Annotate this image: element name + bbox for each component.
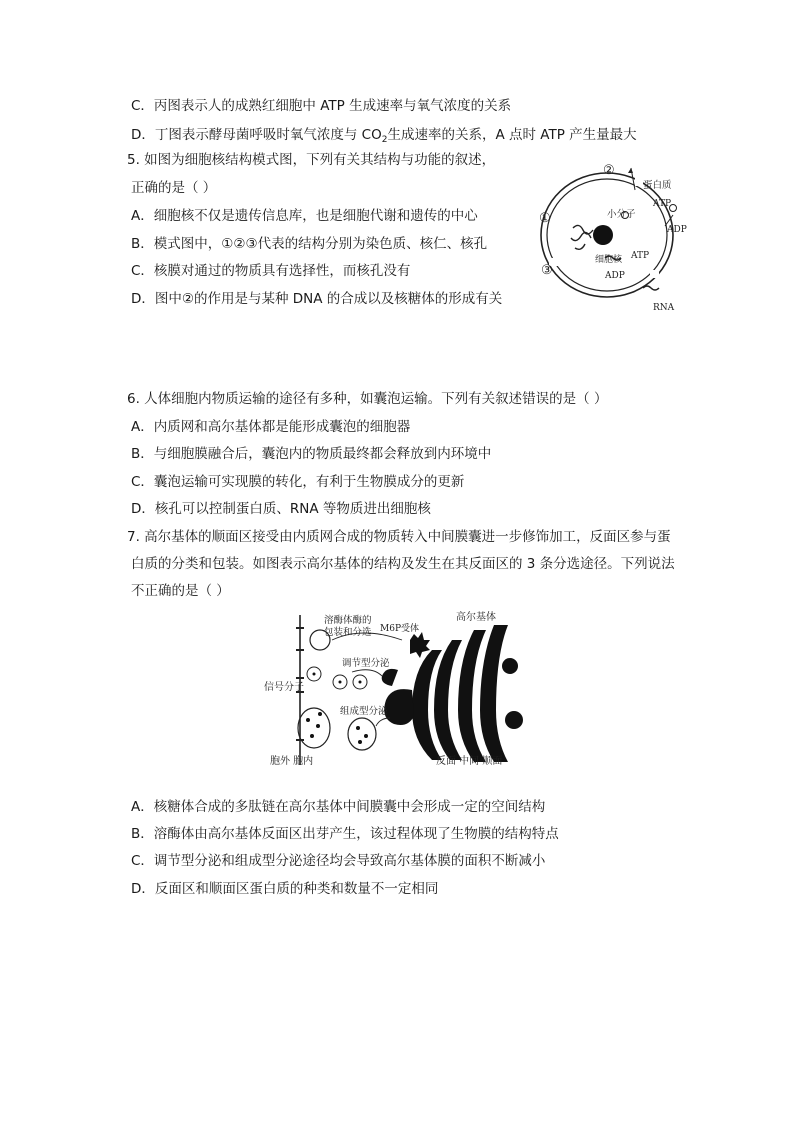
label-trans-mid-cis: 反面 中间 顺面 xyxy=(436,756,503,767)
nucleolus xyxy=(593,225,613,245)
m6p-receptor-clump xyxy=(410,632,430,658)
q7-stem-line3: 不正确的是（ ） xyxy=(131,583,230,599)
label-protein: 蛋白质 xyxy=(643,180,672,191)
q6-stem: 6. 人体细胞内物质运输的途径有多种，如囊泡运输。下列有关叙述错误的是（ ） xyxy=(127,391,608,407)
label-outside-inside: 胞外 胞内 xyxy=(270,756,314,767)
q7-option-d[interactable]: D．反面区和顺面区蛋白质的种类和数量不一定相同 xyxy=(131,881,439,897)
q7-stem-line1: 7. 高尔基体的顺面区接受由内质网合成的物质转入中间膜囊进一步修饰加工，反面区参与蛋 xyxy=(127,529,671,545)
label-signal: 信号分子 xyxy=(264,682,304,693)
protein-arrow-head xyxy=(628,168,633,173)
label-3: ③ xyxy=(541,263,553,278)
label-lysosome-line2: 包装和分选 xyxy=(324,627,372,638)
label-nucleus: 细胞核 xyxy=(595,255,623,265)
q7-option-c[interactable]: C．调节型分泌和组成型分泌途径均会导致高尔基体膜的面积不断减小 xyxy=(131,853,546,869)
nuclear-pore-top xyxy=(635,177,643,186)
label-regulated: 调节型分泌 xyxy=(342,658,390,669)
co2-subscript: 2 xyxy=(381,135,388,145)
label-lysosome-line1: 溶酶体酶的 xyxy=(324,615,372,626)
label-golgi: 高尔基体 xyxy=(456,612,496,623)
rna-squiggle-outer xyxy=(643,286,659,290)
q6-option-c[interactable]: C．囊泡运输可实现膜的转化，有利于生物膜成分的更新 xyxy=(131,474,465,490)
q5-stem-line1: 5. 如图为细胞核结构模式图，下列有关其结构与功能的叙述， xyxy=(127,152,496,168)
q6-option-b[interactable]: B．与细胞膜融合后，囊泡内的物质最终都会释放到内环境中 xyxy=(131,446,492,462)
q7-option-b[interactable]: B．溶酶体由高尔基体反面区出芽产生，该过程体现了生物膜的结构特点 xyxy=(131,826,559,842)
regulated-arrow xyxy=(352,670,382,676)
q6-option-a[interactable]: A．内质网和高尔基体都是能形成囊泡的细胞器 xyxy=(131,419,411,435)
constitutive-vesicle-fusing xyxy=(298,708,330,748)
prev-option-d-pre: D．丁图表示酵母菌呼吸时氧气浓度与 CO xyxy=(131,127,382,143)
q5-option-a[interactable]: A．细胞核不仅是遗传信息库，也是细胞代谢和遗传的中心 xyxy=(131,208,478,224)
q6-option-d[interactable]: D．核孔可以控制蛋白质、RNA 等物质进出细胞核 xyxy=(131,501,431,517)
q5-option-c[interactable]: C．核膜对通过的物质具有选择性，而核孔没有 xyxy=(131,263,411,279)
prev-option-c: C．丙图表示人的成熟红细胞中 ATP 生成速率与氧气浓度的关系 xyxy=(131,98,512,114)
label-m6p: M6P受体 xyxy=(380,624,419,634)
chromatin xyxy=(571,225,593,249)
label-adp-bottom: ADP xyxy=(605,271,625,281)
nuclear-pore-right xyxy=(650,270,659,278)
golgi-structure-figure xyxy=(262,610,532,770)
q5-option-b[interactable]: B．模式图中，①②③代表的结构分别为染色质、核仁、核孔 xyxy=(131,236,488,252)
prev-option-d xyxy=(131,126,637,149)
label-2: ② xyxy=(603,163,615,178)
q5-option-d[interactable]: D．图中②的作用是与某种 DNA 的合成以及核糖体的形成有关 xyxy=(131,291,503,307)
q5-stem-line2: 正确的是（ ） xyxy=(131,180,217,196)
prev-option-d-post: 生成速率的关系，A 点时 ATP 产生量最大 xyxy=(387,127,637,143)
label-constitutive: 组成型分泌 xyxy=(340,706,388,717)
label-rna: RNA xyxy=(653,303,675,313)
label-1: ① xyxy=(539,211,551,226)
golgi-stack xyxy=(382,625,523,762)
q7-stem-line2: 白质的分类和包装。如图表示高尔基体的结构及发生在其反面区的 3 条分选途径。下列说法 xyxy=(131,556,675,572)
label-adp-right: ADP xyxy=(667,225,687,235)
label-atp-top: ATP xyxy=(653,199,672,209)
q7-option-a[interactable]: A．核糖体合成的多肽链在高尔基体中间膜囊中会形成一定的空间结构 xyxy=(131,799,546,815)
constitutive-vesicle xyxy=(348,718,376,750)
nucleus-structure-figure xyxy=(535,160,695,315)
label-atp-bottom: ATP xyxy=(631,251,650,261)
label-small-molecule: 小分子 xyxy=(607,209,636,220)
